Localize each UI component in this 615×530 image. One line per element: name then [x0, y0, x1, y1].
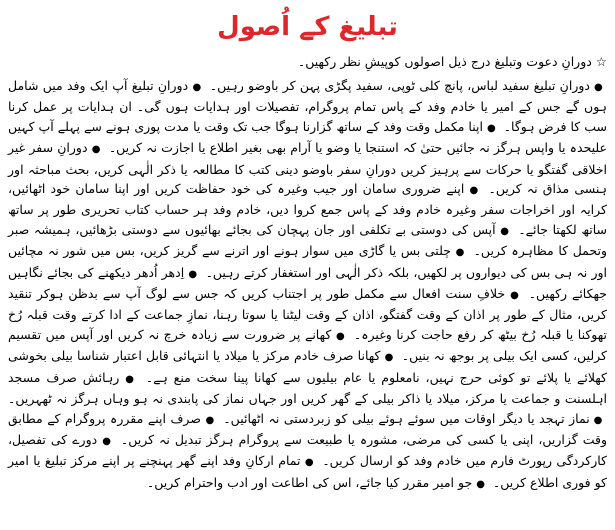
bullet-icon: ●	[476, 478, 485, 490]
bullet-icon: ●	[454, 247, 465, 259]
rule-item: کھانا صرف خادم مرکز یا میلاد یا انتہائی قابل اعتبار شناسا بیلی بخوشی کھلائے یا پلائے تو کوئی حرج نہیں، نامعلوم یا عام بیلیوں سے کھانا پینا سخت منع ہے۔	[8, 348, 607, 385]
rule-item: اِدھر اُدھر دیکھنے کی بجائے نگاہیں جھکائے رکھیں۔	[8, 264, 607, 302]
bullet-icon: ●	[192, 82, 202, 93]
bullet-icon: ●	[593, 82, 603, 93]
bullet-icon: ●	[499, 225, 510, 237]
rule-item: جو امیر مقرر کیا جائے، اس کی اطاعت اور ادب واحترام کریں۔	[146, 474, 473, 490]
intro-line: ☆ دورانِ دعوت وتبلیغ درج ذیل اصولوں کوپیشِ نظر رکھیں۔	[297, 54, 607, 69]
bullet-icon: ●	[101, 435, 112, 447]
rule-item: رہائش صرف مسجد اہلسنت و جماعت یا مرکز، میلاد یا ذاکر بیلی کے گھر کریں اور جہاں نماز کی پابندی نہ ہو وہاں ہرگز نہ ٹھہریں۔	[8, 369, 607, 407]
rule-item: دورانِ تبلیغ سفید لباس، پانچ کلی ٹوپی، سفید پگڑی پہن کر باوضو رہیں۔	[205, 78, 590, 93]
bullet-icon: ●	[91, 144, 101, 156]
bullet-icon: ●	[204, 414, 215, 426]
rule-item: دورانِ تبلیغ آپ ایک وفد میں شامل ہوں گے جس کے امیر یا خادم وفد کے پاس تمام پروگرام، تفصیلات اور ہدایات ہوں گی۔ ان ہدایات پر عمل کرنا سب کا فرض ہوگا۔	[8, 78, 607, 134]
rule-item: خلافِ سنت افعال سے مکمل طور پر اجتناب کریں کہ جس سے لوگ آپ سے بدظن ہوکر تنقید کریں، مثال کے طور پر اذان کے وقت گفتگو، اذان کے وقت لیٹنا یا سوتا رہنا، نمازِ جماعت کے ادا کرتے وقت قبلہ رُخ تھوکنا یا قبلہ رُخ بیٹھ کر رفع حاجت کرنا وغیرہ۔	[8, 286, 608, 342]
bullet-icon: ●	[123, 373, 136, 385]
page-title: تبلیغ کے اُصول	[217, 12, 398, 42]
rule-item: اپنا مکمل وقت وفد کے ساتھ گزارنا ہوگا جب تک وقت یا مدت پوری ہونے سے پہلے آپ کہیں علیحدہ یا واپس ہرگز نہ جائیں حتیٰ کہ استنجا یا وضو یا آرام بھی بغیر اطلاع یا اجازت نہ کریں۔	[8, 118, 608, 156]
bullet-icon: ●	[468, 185, 480, 197]
rule-item: دورانِ سفر غیر اخلاقی گفتگو یا حرکات سے پرہیز کریں دورانِ سفر باوضو دینی کتب کا مطالعہ یا ذکر الٰہی کریں، بحث مباحثہ اور ہنسی مذاق نہ کریں۔	[8, 140, 607, 197]
rule-item: نماز تہجد یا دیگر اوقات میں سوئے ہوئے بیلی کو زبردستی نہ اٹھائیں۔	[218, 410, 590, 426]
rule-item: تمام ارکانِ وفد اپنے گھر پہنچنے پر اپنے مرکز تبلیغ یا امیر کو فوری اطلاع کریں۔	[8, 453, 607, 490]
bullet-icon: ●	[188, 268, 198, 280]
rule-item: کھانے پر ضرورت سے زیادہ خرچ نہ کریں اور آپس میں تقسیم کرلیں، کسی ایک بیلی پر بوجھ نہ بنیں۔	[8, 326, 607, 364]
rule-item: دورے کی تفصیل، کارکردگی رپورٹ فارم میں خادم وفد کو ارسال کریں۔	[8, 431, 608, 469]
bullet-icon: ●	[304, 457, 314, 469]
bullet-icon: ●	[593, 414, 603, 426]
bullet-icon: ●	[509, 290, 520, 302]
bullet-icon: ●	[486, 122, 496, 134]
rule-item: چلتی بس یا گاڑی میں سوار ہونے اور اترنے سے گریز کریں، بس میں شور نہ مچائیں اور نہ ہی بس کی دیواروں پر لکھیں، بلکہ ذکر الٰہی اور استغفار کرتے رہیں۔	[8, 243, 607, 280]
bullet-icon: ●	[335, 330, 346, 342]
rule-item: آپس کی دوستی بے تکلفی اور جان پہچان کی بجائے بھائیوں سے دوستی بڑھائیں، ہمیشہ صبر وتحمل کا مظاہرہ کریں۔	[8, 221, 607, 259]
rules-paragraph	[8, 76, 607, 494]
rule-item: اپنے ضروری سامان اور جیب وغیرہ کی خود حفاظت کریں اور اپنا سامان خود اٹھائیں، کرایہ اور اخراجات سفر وغیرہ خادم وفد کے پاس جمع کروا دیں، خادم وفد ہر حساب کتاب تحریری طور پر ساتھ ساتھ لکھتا جائے۔	[8, 181, 607, 237]
bullet-icon: ●	[384, 352, 394, 364]
rule-item: صرف اپنے مقررہ پروگرام کے مطابق وقت گزاریں، اپنی یا کسی کی مرضی، مشورہ یا طبیعت سے پروگرام ہرگز تبدیل نہ کریں۔	[8, 410, 607, 447]
